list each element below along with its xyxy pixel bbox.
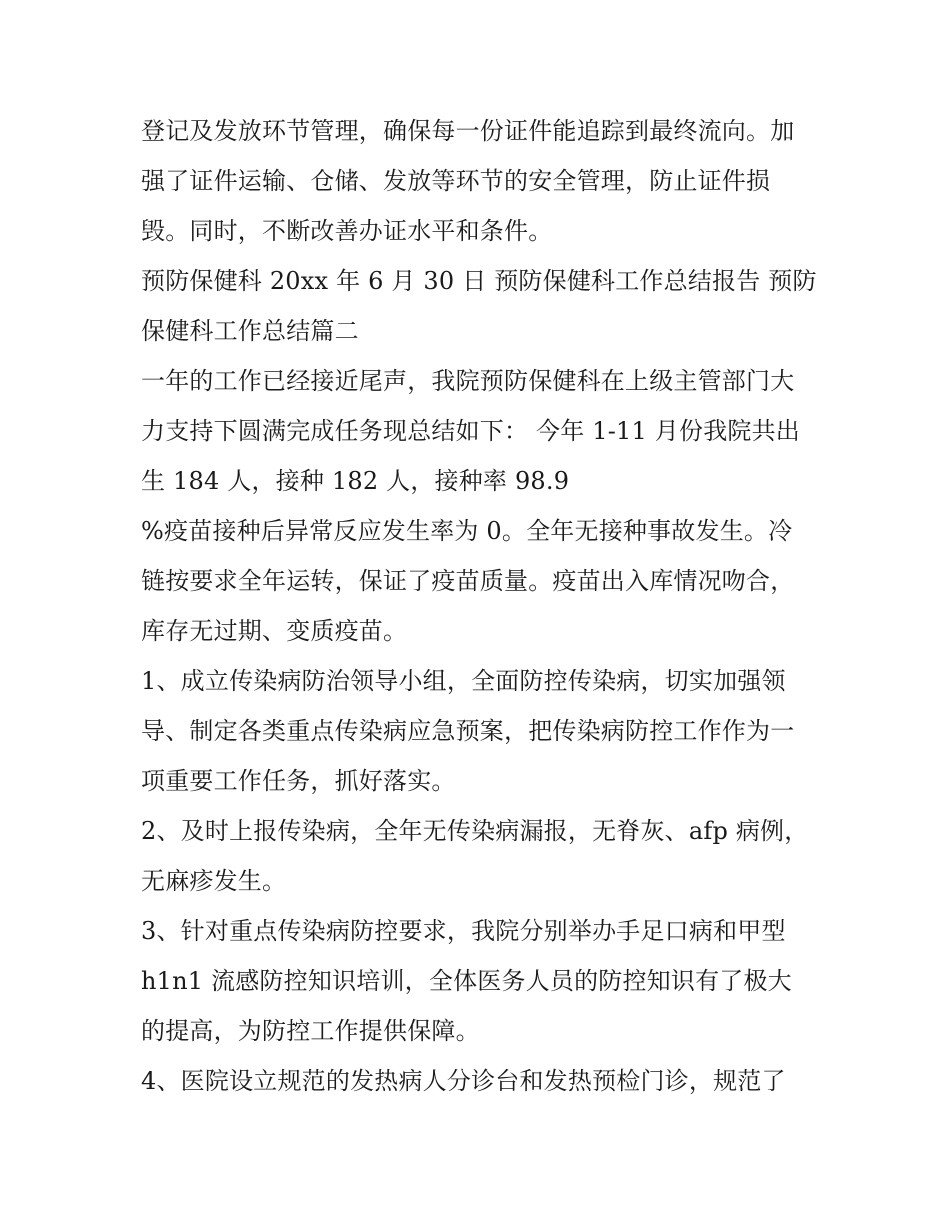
text-line: 力支持下圆满完成任务现总结如下： 今年 1-11 月份我院共出 — [141, 417, 801, 445]
text-line: 一年的工作已经接近尾声，我院预防保健科在上级主管部门大 — [141, 367, 795, 395]
text-line: h1n1 流感防控知识培训，全体医务人员的防控知识有了极大 — [141, 967, 792, 995]
paragraph — [141, 256, 821, 356]
text-line: 1、成立传染病防治领导小组，全面防控传染病，切实加强领 — [141, 667, 786, 695]
paragraph — [141, 806, 821, 906]
text-line: 预防保健科 20xx 年 6 月 30 日 预防保健科工作总结报告 预防 — [141, 267, 817, 295]
text-line: 库存无过期、变质疫苗。 — [141, 617, 408, 645]
text-line: 毁。同时，不断改善办证水平和条件。 — [141, 217, 553, 245]
text-line: 2、及时上报传染病，全年无传染病漏报，无脊灰、afp 病例， — [141, 817, 809, 845]
document-body — [141, 106, 821, 1106]
text-line: 生 184 人，接种 182 人，接种率 98.9 — [141, 467, 570, 495]
text-line: 导、制定各类重点传染病应急预案，把传染病防控工作作为一 — [141, 717, 795, 745]
text-line: 4、医院设立规范的发热病人分诊台和发热预检门诊，规范了 — [141, 1067, 786, 1095]
text-line: 链按要求全年运转，保证了疫苗质量。疫苗出入库情况吻合， — [141, 567, 795, 595]
paragraph — [141, 506, 821, 656]
text-line: 3、针对重点传染病防控要求，我院分别举办手足口病和甲型 — [141, 917, 786, 945]
paragraph — [141, 356, 821, 506]
text-line: 无麻疹发生。 — [141, 867, 287, 895]
paragraph — [141, 1056, 821, 1106]
text-line: 保健科工作总结篇二 — [141, 317, 359, 345]
paragraph — [141, 906, 821, 1056]
text-line: 项重要工作任务，抓好落实。 — [141, 767, 456, 795]
text-line: 登记及发放环节管理，确保每一份证件能追踪到最终流向。加 — [141, 117, 795, 145]
paragraph — [141, 656, 821, 806]
paragraph — [141, 106, 821, 256]
text-line: %疫苗接种后异常反应发生率为 0。全年无接种事故发生。冷 — [141, 517, 793, 545]
text-line: 的提高，为防控工作提供保障。 — [141, 1017, 480, 1045]
text-line: 强了证件运输、仓储、发放等环节的安全管理，防止证件损 — [141, 167, 771, 195]
